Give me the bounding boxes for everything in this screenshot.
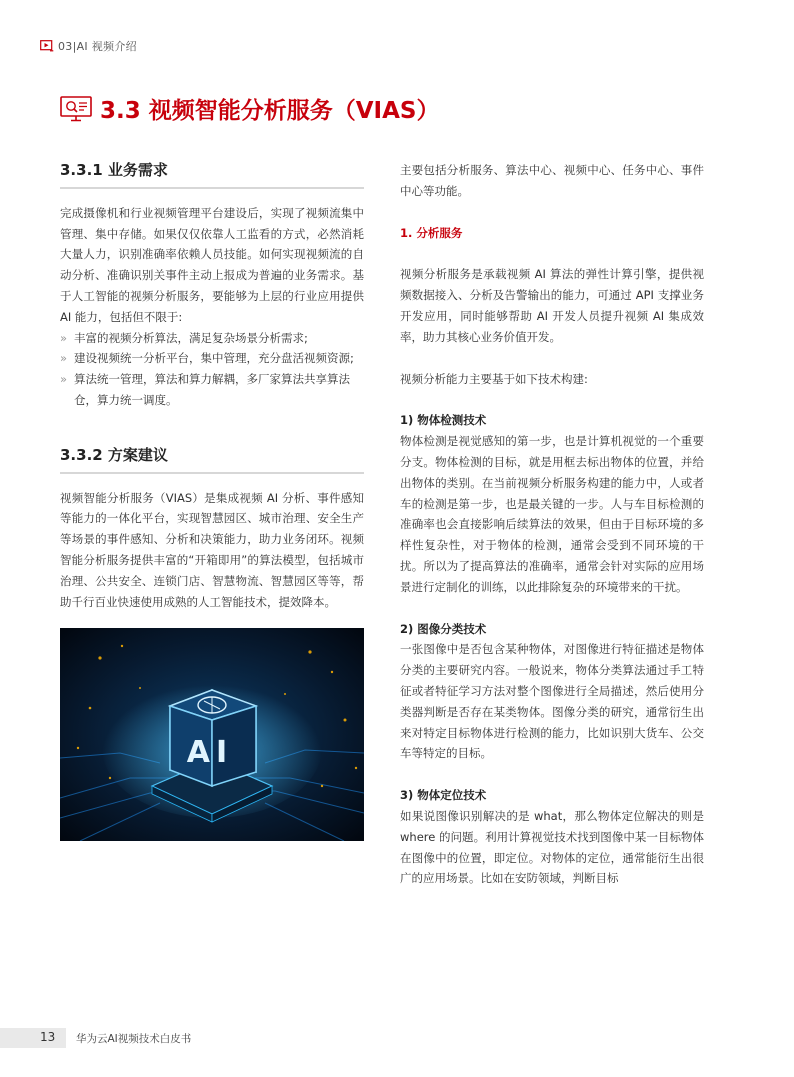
section-heading-business-needs: 3.3.1 业务需求 — [60, 160, 364, 189]
title-text: 3.3 视频智能分析服务（VIAS） — [100, 98, 440, 124]
publication-title: 华为云AI视频技术白皮书 — [76, 1033, 192, 1045]
video-play-icon — [40, 40, 54, 52]
bullet-chevron-icon: » — [60, 372, 68, 387]
section-heading-solution: 3.3.2 方案建议 — [60, 445, 364, 474]
list-item-text: 建设视频统一分析平台，集中管理，充分盘活视频资源; — [74, 351, 354, 366]
list-item-text: 算法统一管理，算法和算力解耦，多厂家算法共享算法仓，算力统一调度。 — [74, 372, 350, 407]
function-intro: 主要包括分析服务、算法中心、视频中心、任务中心、事件中心等功能。 — [400, 163, 704, 198]
subheading-object-detection: 1) 物体检测技术 — [400, 413, 487, 428]
bullet-chevron-icon: » — [60, 330, 68, 345]
footer — [0, 1028, 794, 1048]
left-column — [60, 160, 364, 841]
list-item — [60, 328, 364, 349]
page-title — [60, 92, 439, 125]
right-column — [400, 160, 704, 889]
list-item-text: 丰富的视频分析算法，满足复杂场景分析需求; — [74, 330, 308, 345]
section-label: 03|AI 视频介绍 — [58, 40, 137, 53]
ai-chip-illustration — [60, 628, 364, 841]
object-localization-paragraph: 如果说图像识别解决的是 what，那么物体定位解决的则是 where 的问题。利用计算视觉技术找到图像中某一目标物体在图像中的位置，即定位。对物体的定位，通常能衍生出很广的应用场景。比如在安防领域，判断目标 — [400, 808, 704, 886]
subheading-analysis-service: 1. 分析服务 — [400, 225, 463, 240]
tech-intro-paragraph: 视频分析能力主要基于如下技术构建: — [400, 371, 588, 386]
image-classification-paragraph: 一张图像中是否包含某种物体，对图像进行特征描述是物体分类的主要研究内容。一般说来，物体分类算法通过手工特征或者特征学习方法对整个图像进行全局描述，然后使用分类器判断是否存在某类物体。图像分类的研究，通常衍生出来对特定目标物体进行检测的能力，比如识别大货车、公交车等特定的目标。 — [400, 642, 704, 761]
bullet-chevron-icon: » — [60, 351, 68, 366]
solution-paragraph: 视频智能分析服务（VIAS）是集成视频 AI 分析、事件感知等能力的一体化平台，实现智慧园区、城市治理、安全生产等场景的事件感知、分析和决策能力，助力业务闭环。视频智能分析服务提供丰富的“开箱即用”的算法模型，包括城市治理、公共安全、连锁门店、智慧物流、智慧园区等等，帮助千行百业快速使用成熟的人工智能技术，提效降本。 — [60, 490, 364, 609]
page-number: 13 — [40, 1030, 56, 1044]
list-item — [60, 369, 364, 411]
page-number-bar — [0, 1028, 66, 1048]
running-header — [40, 38, 137, 54]
chip-text: AI — [186, 735, 234, 771]
subheading-image-classification: 2) 图像分类技术 — [400, 621, 487, 636]
business-needs-paragraph: 完成摄像机和行业视频管理平台建设后，实现了视频流集中管理、集中存储。如果仅仅依靠人工监看的方式，必然消耗大量人力，识别准确率依赖人员技能。如何实现视频流的自动分析、准确识别关事件主动上报成为普遍的业务需求。基于人工智能的视频分析服务，要能够为上层的行业应用提供 AI 能力，包括但不限于: — [60, 205, 364, 324]
analysis-service-paragraph: 视频分析服务是承载视频 AI 算法的弹性计算引擎，提供视频数据接入、分析及告警输出的能力，可通过 API 支撑业务开发应用，同时能够帮助 AI 开发人员提升视频 AI 集成效率，助力其核心业务价值开发。 — [400, 267, 704, 344]
list-item — [60, 348, 364, 369]
subheading-object-localization: 3) 物体定位技术 — [400, 788, 487, 803]
monitor-analysis-icon — [60, 96, 92, 122]
object-detection-paragraph: 物体检测是视觉感知的第一步，也是计算机视觉的一个重要分支。物体检测的目标，就是用框去标出物体的位置，并给出物体的类别。在当前视频分析服务构建的能力中，人或者车的检测是第一步，也是最关键的一步。人与车目标检测的准确率也会直接影响后续算法的效果，但由于目标环境的多样性复杂性，对于物体的检测，通常会受到不同环境的干扰。所以为了提高算法的准确率，通常会针对实际的应用场景进行定制化的训练，以此排除复杂的环境带来的干扰。 — [400, 434, 704, 594]
